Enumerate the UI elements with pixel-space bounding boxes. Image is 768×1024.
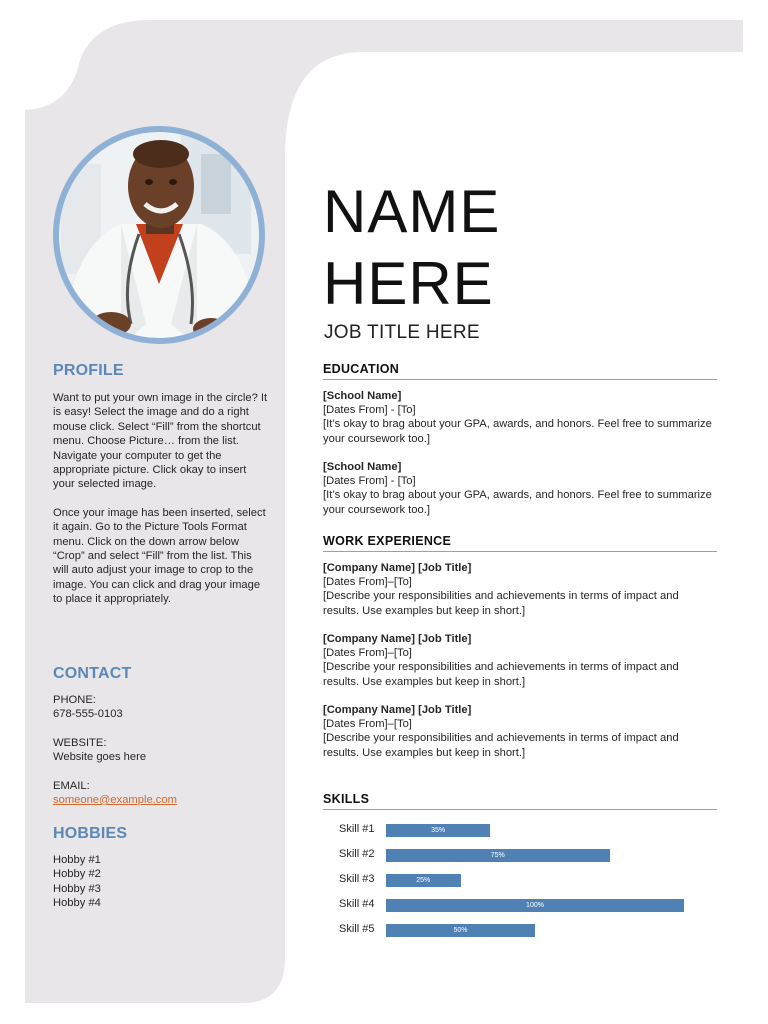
skill-bar-label: 25% — [416, 877, 431, 884]
hobby-item: Hobby #4 — [53, 897, 101, 910]
hobby-item: Hobby #3 — [53, 882, 101, 895]
job-company-title: [Company Name] [Job Title] — [323, 633, 472, 645]
email-link[interactable]: someone@example.com — [53, 794, 177, 807]
profile-paragraph-1: Want to put your own image in the circle? It is easy! Select the image and do a right mouse click. Select “Fill” from the shortcut menu. Choose Picture… from the list. Navigate your computer to get the appropriate picture. Click okay to insert your selected image. — [53, 392, 268, 491]
education-entry-2 — [323, 460, 717, 517]
education-heading: EDUCATION — [323, 362, 717, 380]
skill-bar-label: 50% — [453, 927, 468, 934]
name-line-1: NAME — [323, 178, 501, 245]
job-dates: [Dates From]–[To] — [323, 718, 412, 731]
work-entry-1 — [323, 561, 717, 618]
skill-label: Skill #2 — [339, 848, 375, 860]
hobbies-heading: HOBBIES — [53, 825, 128, 842]
profile-heading: PROFILE — [53, 362, 124, 379]
contact-block — [53, 693, 268, 807]
skill-bar-label: 35% — [431, 827, 446, 834]
skill-label: Skill #5 — [339, 923, 375, 935]
job-company-title: [Company Name] [Job Title] — [323, 704, 472, 716]
school-description: [It’s okay to brag about your GPA, awards, and honors. Feel free to summarize your coursework too.] — [323, 418, 712, 445]
hobby-item: Hobby #1 — [53, 854, 101, 866]
job-title: JOB TITLE HERE — [324, 322, 480, 343]
job-dates: [Dates From]–[To] — [323, 647, 412, 660]
job-description: [Describe your responsibilities and achievements in terms of impact and results. Use examples but keep in short.] — [323, 590, 679, 617]
hobby-item: Hobby #2 — [53, 868, 101, 881]
job-description: [Describe your responsibilities and achievements in terms of impact and results. Use examples but keep in short.] — [323, 661, 679, 688]
hobbies-list — [53, 853, 268, 911]
profile-paragraph-2: Once your image has been inserted, select it again. Go to the Picture Tools Format menu. Click on the down arrow below “Crop” and select “Fill” from the list. This will auto adjust your image to crop to the image. You can click and drag your image to place it appropriately. — [53, 506, 266, 606]
contact-heading: CONTACT — [53, 665, 132, 682]
profile-text — [53, 391, 268, 607]
skill-label: Skill #3 — [339, 873, 375, 885]
skills-heading: SKILLS — [323, 792, 717, 810]
skill-bar-label: 75% — [490, 852, 505, 859]
school-dates: [Dates From] - [To] — [323, 404, 416, 417]
school-dates: [Dates From] - [To] — [323, 475, 416, 488]
skill-label: Skill #4 — [339, 898, 375, 910]
skill-bar — [386, 824, 490, 837]
work-entry-3 — [323, 703, 717, 760]
skill-bar — [386, 924, 535, 937]
website-value: Website goes here — [53, 751, 147, 764]
education-entry-1 — [323, 389, 717, 446]
job-description: [Describe your responsibilities and achievements in terms of impact and results. Use examples but keep in short.] — [323, 732, 679, 759]
phone-value: 678-555-0103 — [53, 708, 123, 721]
profile-photo[interactable] — [51, 124, 267, 346]
work-entry-2 — [323, 632, 717, 689]
school-name: [School Name] — [323, 461, 402, 473]
school-description: [It’s okay to brag about your GPA, awards, and honors. Feel free to summarize your coursework too.] — [323, 489, 712, 516]
school-name: [School Name] — [323, 390, 402, 402]
name-line-2: HERE — [323, 250, 494, 317]
website-label: WEBSITE: — [53, 736, 107, 749]
skill-bar-label: 100% — [526, 902, 544, 909]
email-label: EMAIL: — [53, 779, 90, 792]
work-experience-heading: WORK EXPERIENCE — [323, 534, 717, 552]
skill-bar — [386, 849, 610, 862]
job-company-title: [Company Name] [Job Title] — [323, 562, 472, 574]
job-dates: [Dates From]–[To] — [323, 576, 412, 589]
skill-bar — [386, 874, 461, 887]
skill-bar — [386, 899, 684, 912]
candidate-name — [323, 176, 500, 320]
phone-label: PHONE: — [53, 694, 96, 706]
skill-label: Skill #1 — [339, 823, 375, 835]
